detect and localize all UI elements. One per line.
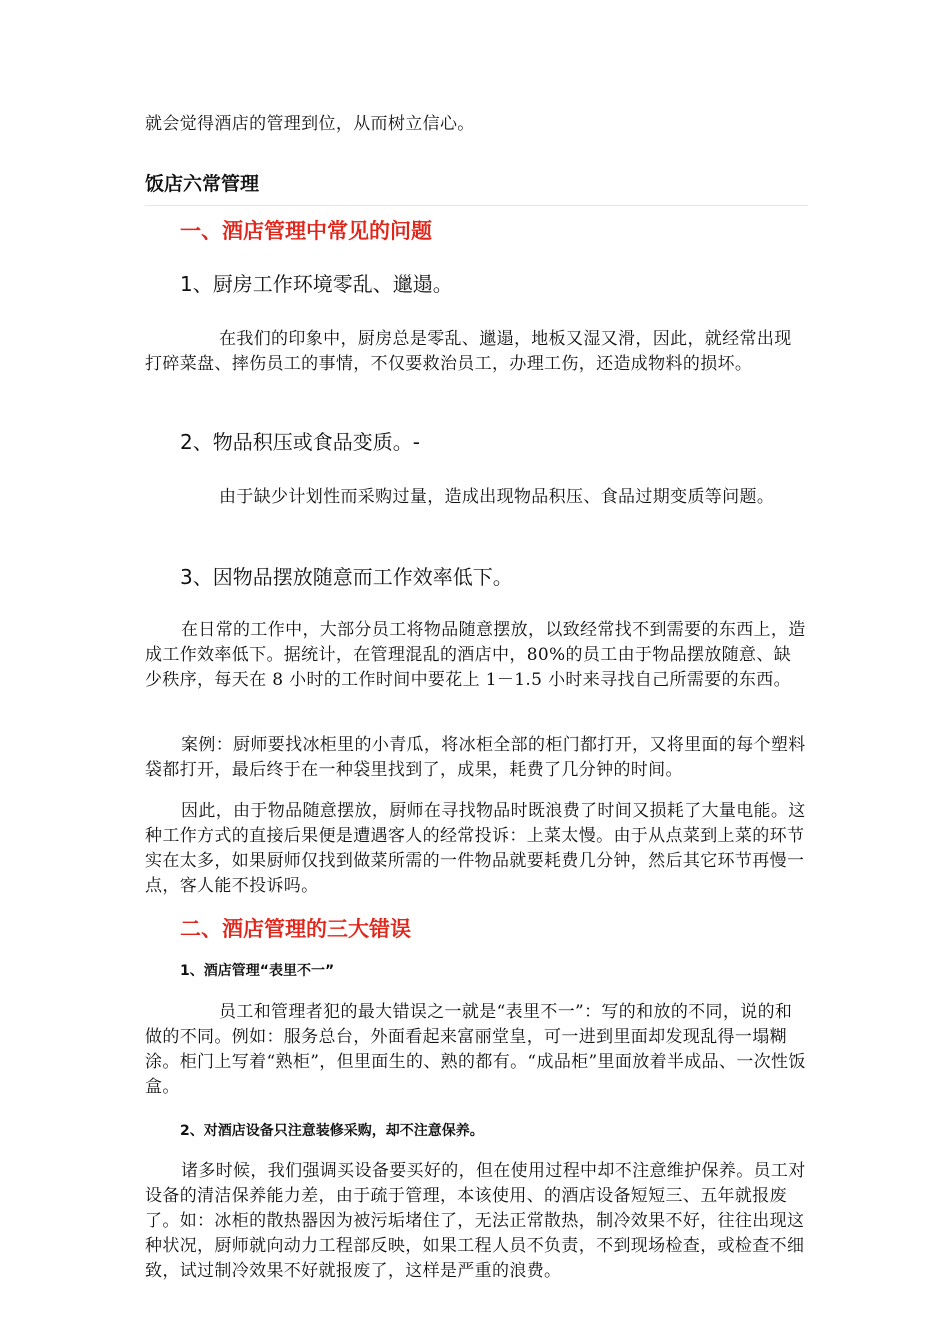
section1-item3-paragraph-3: 因此，由于物品随意摆放，厨师在寻找物品时既浪费了时间又损耗了大量电能。这种工作方式的直接后果便是遭遇客人的经常投诉：上菜太慢。由于从点菜到上菜的环节实在太多，如果厨师仅找到做菜所需的一件物品就要耗费几分钟，然后其它环节再慢一点，客人能不投诉吗。 <box>145 801 806 896</box>
section2-item2-heading: 2、对酒店设备只注意装修采购，却不注意保养。 <box>180 1123 484 1139</box>
section1-item1-paragraph: 在我们的印象中，厨房总是零乱、邋遢，地板又湿又滑，因此，就经常出现打碎菜盘、摔伤员工的事情，不仅要救治员工，办理工伤，还造成物料的损坏。 <box>145 329 792 374</box>
document-title: 饭店六常管理 <box>145 173 260 195</box>
section1-item3-paragraph-1: 在日常的工作中，大部分员工将物品随意摆放，以致经常找不到需要的东西上，造成工作效率低下。据统计，在管理混乱的酒店中，80%的员工由于物品摆放随意、缺少秩序，每天在 8 小时的工作时间中要花上 1－1.5 小时来寻找自己所需要的东西。 <box>145 620 806 690</box>
intro-paragraph: 就会觉得酒店的管理到位，从而树立信心。 <box>145 114 475 134</box>
section1-item3-heading: 3、因物品摆放随意而工作效率低下。 <box>180 565 513 589</box>
section2-item1-paragraph: 员工和管理者犯的最大错误之一就是“表里不一”：写的和放的不同，说的和做的不同。例如：服务总台，外面看起来富丽堂皇，可一进到里面却发现乱得一塌糊涂。柜门上写着“熟柜”，但里面生的、熟的都有。“成品柜”里面放着半成品、一次性饭盒。 <box>145 1002 806 1097</box>
section1-item3-paragraph-2: 案例：厨师要找冰柜里的小青瓜，将冰柜全部的柜门都打开，又将里面的每个塑料袋都打开，最后终于在一种袋里找到了，成果，耗费了几分钟的时间。 <box>145 735 806 780</box>
section2-heading: 二、酒店管理的三大错误 <box>180 917 411 941</box>
section1-item2-heading: 2、物品积压或食品变质。- <box>180 430 420 454</box>
title-divider <box>145 205 808 206</box>
section1-item1-heading: 1、厨房工作环境零乱、邋遢。 <box>180 272 453 296</box>
section1-item2-paragraph: 由于缺少计划性而采购过量，造成出现物品积压、食品过期变质等问题。 <box>219 487 775 507</box>
section2-item2-paragraph: 诸多时候，我们强调买设备要买好的，但在使用过程中却不注意维护保养。员工对设备的清洁保养能力差，由于疏于管理，本该使用、的酒店设备短短三、五年就报废了。如：冰柜的散热器因为被污垢堵住了，无法正常散热，制冷效果不好，往往出现这种状况，厨师就向动力工程部反映，如果工程人员不负责，不到现场检查，或检查不细致，试过制冷效果不好就报废了，这样是严重的浪费。 <box>145 1161 806 1281</box>
section1-heading: 一、酒店管理中常见的问题 <box>180 219 432 243</box>
section2-item1-heading: 1、酒店管理“表里不一” <box>180 963 335 979</box>
